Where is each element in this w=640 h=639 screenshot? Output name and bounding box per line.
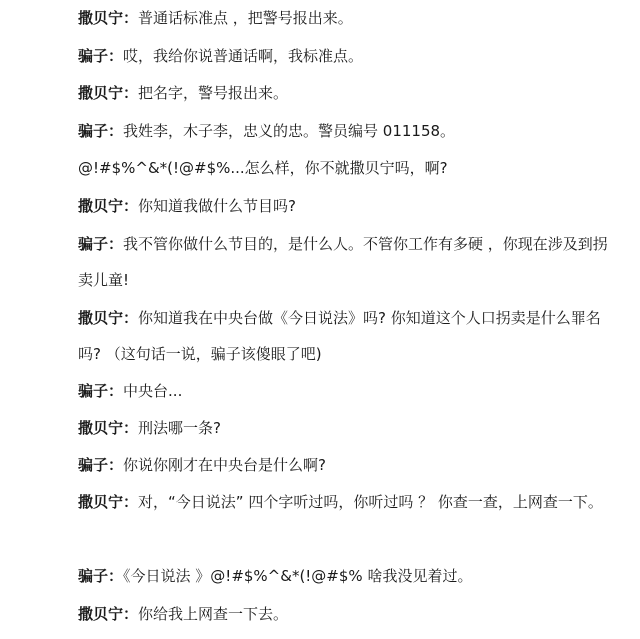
dialogue-text: 你说你刚才在中央台是什么啊? <box>123 456 326 474</box>
dialogue-text: 哎，我给你说普通话啊，我标准点。 <box>123 47 364 65</box>
speaker-name: 撒贝宁 <box>78 197 124 215</box>
dialogue-line-4 <box>78 113 618 150</box>
speaker-separator: ： <box>123 84 139 102</box>
speaker-name: 骗子 <box>78 382 109 400</box>
speaker-name: 撒贝宁 <box>78 493 124 511</box>
dialogue-line-10 <box>78 410 618 447</box>
dialogue-line-3 <box>78 75 618 112</box>
speaker-separator: ： <box>123 605 139 623</box>
speaker-separator: ： <box>108 382 124 400</box>
speaker-name: 撒贝宁 <box>78 309 124 327</box>
dialogue-line-12 <box>78 484 618 520</box>
speaker-separator: ： <box>123 9 139 27</box>
speaker-name: 撒贝宁 <box>78 605 124 623</box>
speaker-separator: ： <box>108 122 124 140</box>
dialogue-line-9 <box>78 373 618 410</box>
dialogue-line-11 <box>78 447 618 484</box>
speaker-separator: ： <box>108 47 124 65</box>
speaker-name: 撒贝宁 <box>78 84 124 102</box>
dialogue-text: @!#$%^&*(!@#$%...怎么样，你不就撒贝宁吗，啊? <box>78 159 448 177</box>
dialogue-text: 我不管你做什么节目的，是什么人。不管你工作有多硬 ，你现在涉及到拐卖儿童! <box>78 235 608 289</box>
dialogue-text: 把名字，警号报出来。 <box>138 84 289 102</box>
speaker-separator: ： <box>123 197 139 215</box>
dialogue-line-2 <box>78 38 618 75</box>
speaker-name: 骗子 <box>78 47 109 65</box>
dialogue-text: 我姓李，木子李，忠义的忠。警员编号 011158。 <box>123 122 456 140</box>
speaker-separator: ： <box>108 456 124 474</box>
dialogue-text: 你知道我在中央台做《今日说法》吗? 你知道这个人口拐卖是什么罪名吗? （这句话一说，骗子该傻眼了吧) <box>78 309 601 363</box>
dialogue-line-13 <box>78 558 618 595</box>
speaker-separator: ： <box>123 419 139 437</box>
dialogue-text: 你知道我做什么节目吗? <box>138 197 296 215</box>
dialogue-line-6 <box>78 188 618 225</box>
speaker-separator: ： <box>123 309 139 327</box>
dialogue-line-7 <box>78 226 618 298</box>
speaker-separator: ： <box>123 493 139 511</box>
dialogue-text: 你给我上网查一下去。 <box>138 605 289 623</box>
speaker-separator: ： <box>108 567 124 585</box>
dialogue-line-1 <box>78 0 618 37</box>
speaker-name: 骗子 <box>78 235 109 253</box>
dialogue-text: 对，“今日说法” 四个字听过吗，你听过吗 ？ 你查一查，上网查一下。 <box>138 493 603 511</box>
dialogue-text: 中央台... <box>123 382 183 400</box>
dialogue-text: 《今日说法 》@!#$%^&*(!@#$% 啥我没见着过。 <box>123 567 473 585</box>
speaker-separator: ： <box>108 235 124 253</box>
speaker-name: 骗子 <box>78 122 109 140</box>
dialogue-line-14 <box>78 596 618 633</box>
speaker-name: 撒贝宁 <box>78 9 124 27</box>
dialogue-text: 普通话标准点 ，把警号报出来。 <box>138 9 353 27</box>
dialogue-text: 刑法哪一条? <box>138 419 221 437</box>
speaker-name: 撒贝宁 <box>78 419 124 437</box>
speaker-name: 骗子 <box>78 567 109 585</box>
dialogue-line-5 <box>78 150 618 187</box>
speaker-name: 骗子 <box>78 456 109 474</box>
dialogue-line-8 <box>78 300 618 372</box>
